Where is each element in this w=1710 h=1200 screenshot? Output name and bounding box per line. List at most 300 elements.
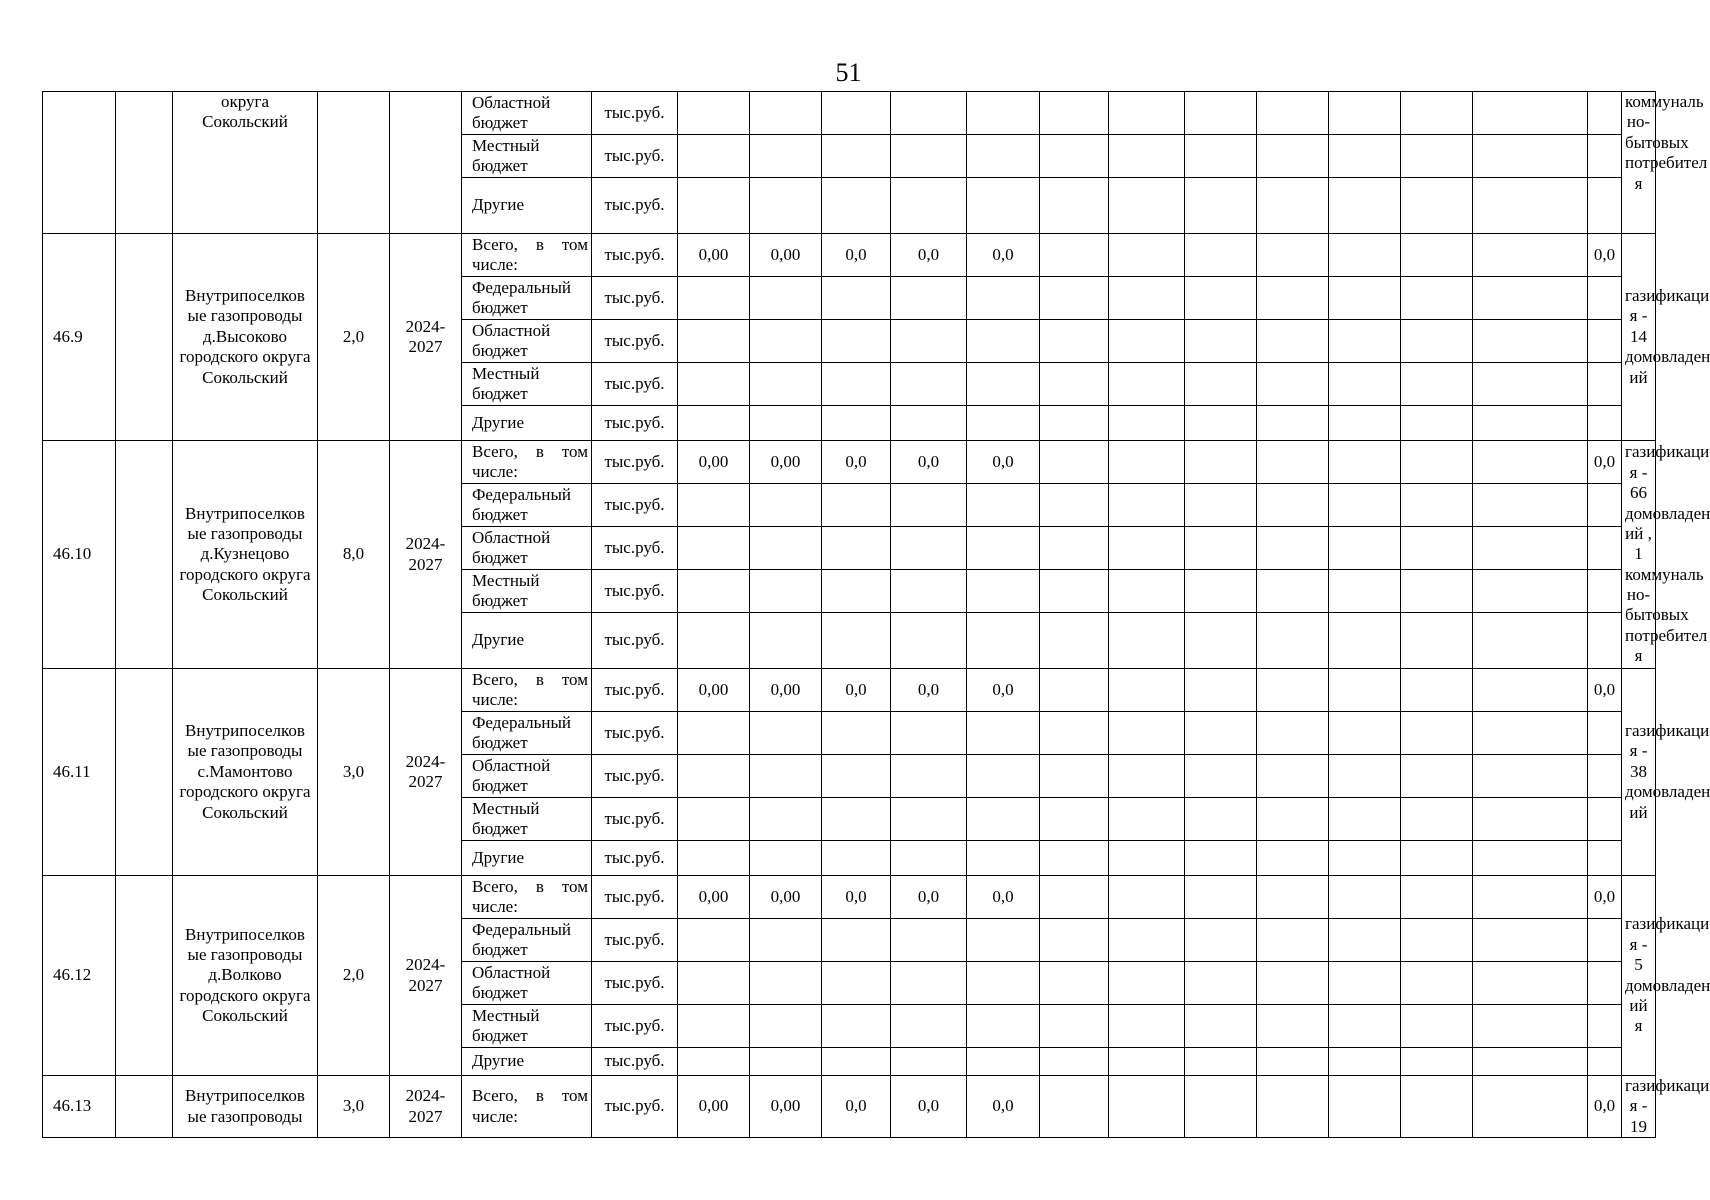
value-cell [1109, 669, 1185, 712]
value-cell [1401, 320, 1473, 363]
funding-source: Федеральный бюджет [462, 712, 592, 755]
value-cell [678, 712, 750, 755]
value-cell [1401, 755, 1473, 798]
value-cell: 0,00 [750, 669, 822, 712]
value-cell [678, 527, 750, 570]
value-cell [1040, 669, 1109, 712]
value-cell [1185, 570, 1257, 613]
value-cell [1040, 320, 1109, 363]
object-name: округа Сокольский [173, 92, 318, 234]
value-cell [1473, 570, 1588, 613]
value-cell [1401, 613, 1473, 669]
value-cell [1329, 669, 1401, 712]
value-cell [1257, 962, 1329, 1005]
unit: тыс.руб. [592, 406, 678, 441]
value-cell [1588, 277, 1622, 320]
value-cell [1185, 92, 1257, 135]
value-cell [1401, 527, 1473, 570]
value-cell [678, 363, 750, 406]
value-cell [1588, 178, 1622, 234]
value-cell [1473, 1048, 1588, 1076]
value-cell [1109, 712, 1185, 755]
value-cell [891, 919, 967, 962]
value-cell [1329, 406, 1401, 441]
value-cell [1588, 320, 1622, 363]
value-cell [967, 92, 1040, 135]
value-cell [1257, 1005, 1329, 1048]
value-cell [1401, 234, 1473, 277]
value-cell [1588, 527, 1622, 570]
value-cell [750, 277, 822, 320]
value-cell [1109, 92, 1185, 135]
value-cell [1588, 1005, 1622, 1048]
value-cell [822, 135, 891, 178]
value-cell [750, 755, 822, 798]
unit: тыс.руб. [592, 570, 678, 613]
value-cell [1257, 484, 1329, 527]
value-cell [967, 320, 1040, 363]
value-cell [1040, 1076, 1109, 1138]
value-cell: 0,0 [891, 441, 967, 484]
value-cell [1185, 919, 1257, 962]
value-cell [1040, 178, 1109, 234]
value-cell [1040, 876, 1109, 919]
value-cell [750, 135, 822, 178]
value-cell [1329, 613, 1401, 669]
unit: тыс.руб. [592, 613, 678, 669]
object-name: Внутрипоселков ые газопроводы д.Волково городского округа Сокольский [173, 876, 318, 1076]
value-cell [891, 527, 967, 570]
unit: тыс.руб. [592, 841, 678, 876]
value-cell [822, 712, 891, 755]
value-cell [891, 320, 967, 363]
empty-cell [116, 92, 173, 234]
value-cell [1257, 755, 1329, 798]
value-cell [1473, 320, 1588, 363]
table-row [43, 92, 1656, 135]
page-number: 51 [835, 58, 862, 87]
value-cell [750, 798, 822, 841]
value-cell [1401, 406, 1473, 441]
value-cell [1040, 962, 1109, 1005]
value-cell [1473, 669, 1588, 712]
value-cell [891, 613, 967, 669]
value-cell [1109, 178, 1185, 234]
value-cell [1040, 441, 1109, 484]
value-cell [1040, 484, 1109, 527]
value-cell [1185, 406, 1257, 441]
unit: тыс.руб. [592, 712, 678, 755]
funding-source: Другие [462, 1048, 592, 1076]
length: 3,0 [318, 669, 390, 876]
value-cell [1257, 178, 1329, 234]
unit: тыс.руб. [592, 755, 678, 798]
value-cell [1109, 755, 1185, 798]
value-cell [1185, 669, 1257, 712]
value-cell [1257, 841, 1329, 876]
length [318, 92, 390, 234]
unit: тыс.руб. [592, 1048, 678, 1076]
value-cell: 0,00 [678, 876, 750, 919]
funding-source: Областной бюджет [462, 92, 592, 135]
expected-result: газификаци я - 38 домовладен ий [1622, 669, 1656, 876]
value-cell: 0,0 [967, 234, 1040, 277]
value-cell [1401, 363, 1473, 406]
item-number: 46.9 [43, 234, 116, 441]
value-cell [967, 363, 1040, 406]
value-cell [1588, 613, 1622, 669]
unit: тыс.руб. [592, 92, 678, 135]
value-cell [967, 962, 1040, 1005]
value-cell [822, 570, 891, 613]
value-cell [678, 277, 750, 320]
value-cell [1329, 755, 1401, 798]
value-cell [1257, 135, 1329, 178]
value-cell [1473, 527, 1588, 570]
value-cell: 0,0 [1588, 669, 1622, 712]
value-cell: 0,00 [750, 876, 822, 919]
value-cell [967, 277, 1040, 320]
value-cell [1109, 320, 1185, 363]
value-cell [1040, 527, 1109, 570]
value-cell [891, 1005, 967, 1048]
value-cell [967, 798, 1040, 841]
value-cell [967, 178, 1040, 234]
value-cell [1185, 135, 1257, 178]
funding-source: Областной бюджет [462, 755, 592, 798]
value-cell [1040, 1005, 1109, 1048]
value-cell: 0,00 [678, 1076, 750, 1138]
value-cell: 0,0 [967, 669, 1040, 712]
value-cell [891, 841, 967, 876]
unit: тыс.руб. [592, 363, 678, 406]
value-cell [1257, 570, 1329, 613]
funding-source: Местный бюджет [462, 570, 592, 613]
value-cell: 0,00 [678, 234, 750, 277]
value-cell [1185, 876, 1257, 919]
value-cell [967, 1048, 1040, 1076]
funding-source: Другие [462, 613, 592, 669]
value-cell [678, 841, 750, 876]
funding-source: Всего, в том числе: [462, 234, 592, 277]
value-cell [1401, 1076, 1473, 1138]
value-cell: 0,0 [1588, 876, 1622, 919]
funding-source: Местный бюджет [462, 1005, 592, 1048]
value-cell [1185, 234, 1257, 277]
value-cell [822, 406, 891, 441]
value-cell [822, 92, 891, 135]
value-cell [1329, 1005, 1401, 1048]
unit: тыс.руб. [592, 1005, 678, 1048]
value-cell: 0,00 [678, 441, 750, 484]
value-cell [1185, 962, 1257, 1005]
value-cell [1040, 406, 1109, 441]
value-cell [678, 613, 750, 669]
value-cell [1588, 406, 1622, 441]
value-cell [1329, 919, 1401, 962]
value-cell [1401, 135, 1473, 178]
value-cell [1401, 441, 1473, 484]
value-cell [1473, 234, 1588, 277]
value-cell [1109, 919, 1185, 962]
value-cell [1329, 876, 1401, 919]
funding-source: Всего, в том числе: [462, 1076, 592, 1138]
unit: тыс.руб. [592, 441, 678, 484]
value-cell: 0,00 [750, 1076, 822, 1138]
value-cell: 0,0 [891, 669, 967, 712]
object-name: Внутрипоселков ые газопроводы с.Мамонтово городского округа Сокольский [173, 669, 318, 876]
item-number: 46.11 [43, 669, 116, 876]
value-cell [1588, 484, 1622, 527]
funding-source: Другие [462, 841, 592, 876]
period: 2024- 2027 [390, 876, 462, 1076]
value-cell: 0,0 [891, 234, 967, 277]
value-cell [678, 570, 750, 613]
value-cell [822, 178, 891, 234]
value-cell [678, 919, 750, 962]
value-cell [678, 406, 750, 441]
empty-cell [116, 441, 173, 669]
value-cell [822, 798, 891, 841]
value-cell: 0,0 [891, 1076, 967, 1138]
funding-source: Всего, в том числе: [462, 441, 592, 484]
unit: тыс.руб. [592, 527, 678, 570]
value-cell [1588, 1048, 1622, 1076]
value-cell [1257, 527, 1329, 570]
value-cell [1109, 1005, 1185, 1048]
value-cell [1257, 234, 1329, 277]
table-row [43, 234, 1656, 277]
value-cell [967, 570, 1040, 613]
value-cell [1473, 962, 1588, 1005]
value-cell [891, 277, 967, 320]
unit: тыс.руб. [592, 798, 678, 841]
value-cell [1185, 527, 1257, 570]
value-cell [1401, 876, 1473, 919]
value-cell [750, 570, 822, 613]
value-cell [1588, 135, 1622, 178]
expected-result: газификаци я - 5 домовладен ий я [1622, 876, 1656, 1076]
value-cell [1401, 277, 1473, 320]
value-cell [822, 527, 891, 570]
value-cell [1473, 484, 1588, 527]
funding-source: Другие [462, 178, 592, 234]
value-cell [1185, 363, 1257, 406]
value-cell [1040, 841, 1109, 876]
value-cell [967, 406, 1040, 441]
value-cell [1401, 798, 1473, 841]
value-cell: 0,0 [822, 441, 891, 484]
value-cell [1401, 919, 1473, 962]
empty-cell [116, 1076, 173, 1138]
value-cell [1109, 962, 1185, 1005]
object-name: Внутрипоселков ые газопроводы д.Кузнецово городского округа Сокольский [173, 441, 318, 669]
value-cell [1473, 919, 1588, 962]
value-cell [1257, 363, 1329, 406]
value-cell [1109, 484, 1185, 527]
value-cell [1329, 798, 1401, 841]
value-cell [1257, 92, 1329, 135]
value-cell [1257, 712, 1329, 755]
value-cell [1185, 1005, 1257, 1048]
value-cell [678, 135, 750, 178]
period: 2024- 2027 [390, 441, 462, 669]
value-cell [1473, 1076, 1588, 1138]
item-number [43, 92, 116, 234]
value-cell [822, 919, 891, 962]
value-cell [1401, 1005, 1473, 1048]
value-cell [1185, 1076, 1257, 1138]
period: 2024- 2027 [390, 234, 462, 441]
table-row [43, 1076, 1656, 1138]
gas-pipelines-table [42, 91, 1710, 1138]
value-cell [967, 841, 1040, 876]
value-cell [750, 962, 822, 1005]
item-number: 46.12 [43, 876, 116, 1076]
value-cell [1588, 92, 1622, 135]
value-cell [1401, 841, 1473, 876]
value-cell [1257, 613, 1329, 669]
value-cell [891, 570, 967, 613]
value-cell [891, 484, 967, 527]
value-cell [1401, 484, 1473, 527]
value-cell [1329, 178, 1401, 234]
value-cell [1185, 277, 1257, 320]
value-cell [1109, 406, 1185, 441]
value-cell [1329, 841, 1401, 876]
item-number: 46.13 [43, 1076, 116, 1138]
value-cell [1109, 798, 1185, 841]
value-cell: 0,0 [822, 876, 891, 919]
value-cell [1040, 234, 1109, 277]
value-cell [1329, 570, 1401, 613]
value-cell [891, 135, 967, 178]
value-cell [1109, 570, 1185, 613]
value-cell [891, 962, 967, 1005]
value-cell [678, 1005, 750, 1048]
value-cell [1473, 876, 1588, 919]
value-cell [1401, 92, 1473, 135]
value-cell: 0,0 [1588, 1076, 1622, 1138]
empty-cell [116, 234, 173, 441]
value-cell [1473, 798, 1588, 841]
value-cell [1109, 234, 1185, 277]
period [390, 92, 462, 234]
value-cell [1329, 1076, 1401, 1138]
value-cell [1109, 613, 1185, 669]
value-cell [1473, 92, 1588, 135]
funding-source: Местный бюджет [462, 798, 592, 841]
value-cell [822, 755, 891, 798]
value-cell [1329, 441, 1401, 484]
value-cell [1401, 962, 1473, 1005]
object-name: Внутрипоселков ые газопроводы [173, 1076, 318, 1138]
value-cell [1588, 841, 1622, 876]
period: 2024- 2027 [390, 1076, 462, 1138]
value-cell [678, 484, 750, 527]
expected-result: газификаци я - 66 домовладен ий , 1 коммуналь но- бытовых потребител я [1622, 441, 1656, 669]
value-cell [822, 363, 891, 406]
funding-source: Местный бюджет [462, 363, 592, 406]
value-cell [891, 755, 967, 798]
unit: тыс.руб. [592, 919, 678, 962]
value-cell [1185, 755, 1257, 798]
value-cell [678, 962, 750, 1005]
value-cell: 0,0 [967, 441, 1040, 484]
value-cell [1329, 484, 1401, 527]
value-cell [822, 1048, 891, 1076]
object-name: Внутрипоселков ые газопроводы д.Высоково городского округа Сокольский [173, 234, 318, 441]
value-cell [1588, 755, 1622, 798]
value-cell [822, 841, 891, 876]
value-cell [750, 1048, 822, 1076]
length: 2,0 [318, 234, 390, 441]
value-cell [967, 484, 1040, 527]
value-cell [1588, 363, 1622, 406]
value-cell [822, 613, 891, 669]
value-cell [678, 320, 750, 363]
value-cell [1257, 876, 1329, 919]
value-cell [750, 1005, 822, 1048]
expected-result: коммуналь но- бытовых потребител я [1622, 92, 1656, 234]
value-cell [1040, 919, 1109, 962]
value-cell: 0,0 [822, 234, 891, 277]
value-cell [1401, 669, 1473, 712]
funding-source: Областной бюджет [462, 527, 592, 570]
value-cell [750, 406, 822, 441]
funding-source: Федеральный бюджет [462, 919, 592, 962]
value-cell [1185, 712, 1257, 755]
value-cell: 0,0 [967, 1076, 1040, 1138]
value-cell [1257, 669, 1329, 712]
unit: тыс.руб. [592, 135, 678, 178]
funding-source: Местный бюджет [462, 135, 592, 178]
value-cell [822, 277, 891, 320]
funding-source: Другие [462, 406, 592, 441]
value-cell [891, 406, 967, 441]
expected-result: газификаци я - 19 [1622, 1076, 1656, 1138]
value-cell [1329, 712, 1401, 755]
value-cell [1040, 798, 1109, 841]
value-cell [1473, 1005, 1588, 1048]
value-cell [1329, 320, 1401, 363]
value-cell [1473, 135, 1588, 178]
value-cell [1109, 876, 1185, 919]
table-row [43, 441, 1656, 484]
value-cell [678, 92, 750, 135]
unit: тыс.руб. [592, 320, 678, 363]
value-cell [1185, 178, 1257, 234]
value-cell [1473, 277, 1588, 320]
unit: тыс.руб. [592, 876, 678, 919]
value-cell [1473, 841, 1588, 876]
unit: тыс.руб. [592, 484, 678, 527]
value-cell [891, 178, 967, 234]
value-cell [1329, 277, 1401, 320]
value-cell [822, 1005, 891, 1048]
value-cell [750, 527, 822, 570]
value-cell [967, 1005, 1040, 1048]
value-cell [1257, 406, 1329, 441]
value-cell [967, 613, 1040, 669]
length: 3,0 [318, 1076, 390, 1138]
value-cell [750, 613, 822, 669]
expected-result: газификаци я - 14 домовладен ий [1622, 234, 1656, 441]
value-cell [1185, 1048, 1257, 1076]
value-cell [1329, 234, 1401, 277]
value-cell: 0,0 [1588, 234, 1622, 277]
table-row [43, 876, 1656, 919]
